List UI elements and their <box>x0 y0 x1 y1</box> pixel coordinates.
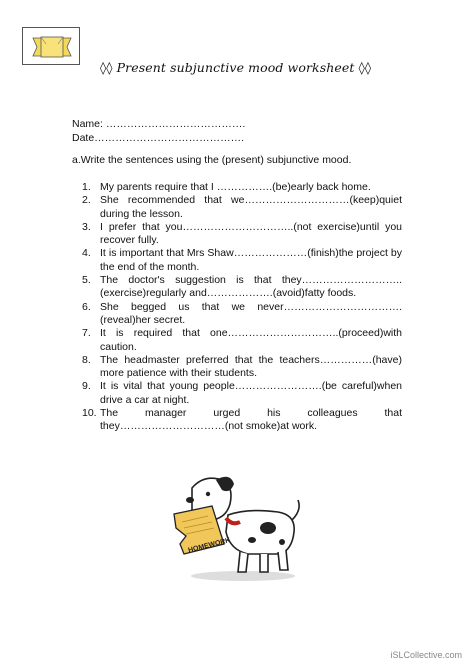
item-number: 7. <box>82 327 91 340</box>
item-text: She begged us that we never…………………………….(reveal)her secret. <box>100 300 402 326</box>
list-item <box>82 380 402 407</box>
item-number: 8. <box>82 353 91 366</box>
exercise-list <box>82 181 402 434</box>
exercise-instruction: a.Write the sentences using the (present) subjunctive mood. <box>72 154 352 166</box>
item-number: 3. <box>82 220 91 233</box>
item-number: 10. <box>82 407 97 420</box>
list-item <box>82 221 402 248</box>
student-fields <box>72 117 245 145</box>
date-field: Date……………………………………. <box>72 132 245 144</box>
dog-eating-homework-icon <box>168 470 308 590</box>
list-item <box>82 247 402 274</box>
item-number: 9. <box>82 380 91 393</box>
list-item <box>82 327 402 354</box>
item-number: 5. <box>82 274 91 287</box>
item-number: 4. <box>82 247 91 260</box>
list-item <box>82 194 402 221</box>
list-item <box>82 407 402 434</box>
footer-watermark: iSLCollective.com <box>390 650 462 660</box>
item-number: 2. <box>82 194 91 207</box>
item-text: I prefer that you…………………………..(not exercise)until you recover fully. <box>100 220 402 247</box>
list-item <box>82 181 402 194</box>
name-field: Name: …………………………………. <box>72 118 246 130</box>
list-item <box>82 301 402 328</box>
item-text: It is important that Mrs Shaw…………………(finish)the project by the end of the month. <box>100 247 402 273</box>
list-item <box>82 274 402 301</box>
item-text: It is required that one…………………………..(proceed)with caution. <box>100 327 402 353</box>
item-text: She recommended that we…………………………(keep)quiet during the lesson. <box>100 194 402 220</box>
scroll-banner-icon <box>22 27 80 65</box>
list-item <box>82 354 402 381</box>
paper-label: HOMEWORK <box>187 537 232 555</box>
item-text: The doctor's suggestion is that they………………………..(exercise)regularly and……………….(avoid)fatty foods. <box>100 274 402 300</box>
item-text: The manager urged his colleagues that they…………………………(not smoke)at work. <box>100 407 402 433</box>
item-text: My parents require that I …………….(be)early back home. <box>100 181 371 193</box>
item-text: The headmaster preferred that the teachers……………(have) more patience with their students. <box>100 353 402 380</box>
item-number: 1. <box>82 181 91 193</box>
item-text: It is vital that young people…………………….(be careful)when drive a car at night. <box>100 380 402 406</box>
page-title: ◊◊ Present subjunctive mood worksheet ◊◊ <box>100 60 372 75</box>
item-number: 6. <box>82 300 91 313</box>
